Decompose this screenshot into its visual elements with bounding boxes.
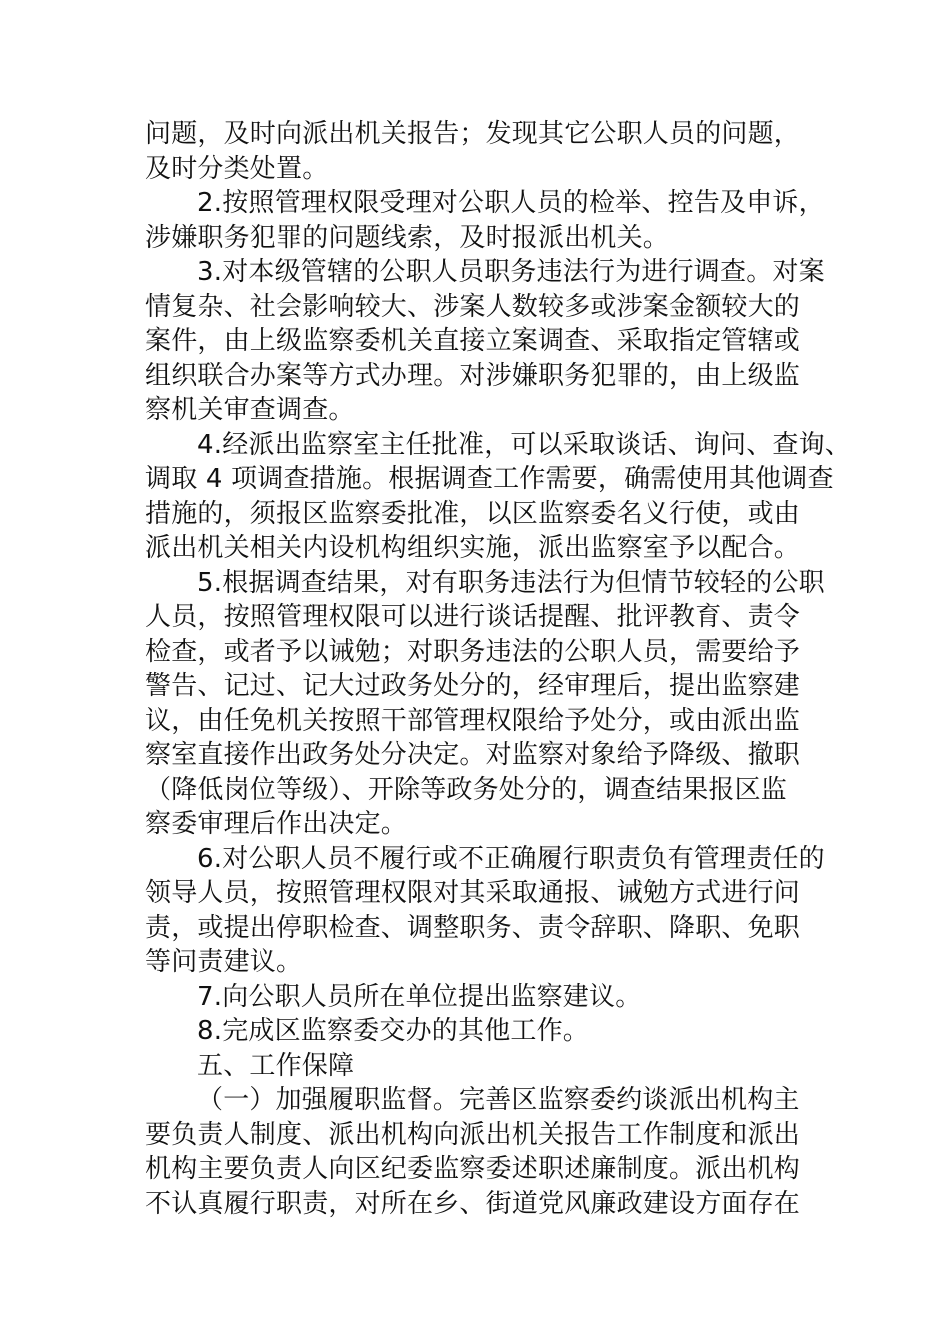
paragraph-line: 案件，由上级监察委机关直接立案调查、采取指定管辖或 xyxy=(145,326,801,356)
paragraph-line: 情复杂、社会影响较大、涉案人数较多或涉案金额较大的 xyxy=(145,291,801,322)
paragraph-line: 派出机关相关内设机构组织实施，派出监察室予以配合。 xyxy=(145,533,801,563)
paragraph-line: 察室直接作出政务处分决定。对监察对象给予降级、撤职 xyxy=(145,740,801,770)
paragraph-line: 涉嫌职务犯罪的问题线索，及时报派出机关。 xyxy=(145,222,670,253)
paragraph-line: 问题，及时向派出机关报告；发现其它公职人员的问题， xyxy=(145,119,801,149)
paragraph-first-line: 4.经派出监察室主任批准，可以采取谈话、询问、查询、 xyxy=(197,429,852,460)
paragraph-line: 人员，按照管理权限可以进行谈话提醒、批评教育、责令 xyxy=(145,602,801,632)
paragraph-line: 及时分类处置。 xyxy=(145,153,329,184)
paragraph-first-line: 五、工作保障 xyxy=(197,1050,355,1081)
paragraph-first-line: 8.完成区监察委交办的其他工作。 xyxy=(197,1016,590,1046)
paragraph-line: 察委审理后作出决定。 xyxy=(145,809,408,839)
paragraph-first-line: （一）加强履职监督。完善区监察委约谈派出机构主 xyxy=(197,1085,800,1115)
paragraph-first-line: 6.对公职人员不履行或不正确履行职责负有管理责任的 xyxy=(197,843,825,874)
paragraph-line: 措施的，须报区监察委批准，以区监察委名义行使，或由 xyxy=(145,498,801,529)
paragraph-line: 领导人员，按照管理权限对其采取通报、诫勉方式进行问 xyxy=(145,878,801,908)
paragraph-line: 议，由任免机关按照干部管理权限给予处分，或由派出监 xyxy=(145,705,801,736)
paragraph-line: 要负责人制度、派出机构向派出机关报告工作制度和派出 xyxy=(145,1119,801,1150)
paragraph-line: 察机关审查调查。 xyxy=(145,395,355,425)
paragraph-line: 警告、记过、记大过政务处分的，经审理后，提出监察建 xyxy=(145,671,801,701)
paragraph-line: 机构主要负责人向区纪委监察委述职述廉制度。派出机构 xyxy=(145,1154,801,1184)
paragraph-line: 责，或提出停职检查、调整职务、责令辞职、降职、免职 xyxy=(145,912,801,943)
paragraph-first-line: 7.向公职人员所在单位提出监察建议。 xyxy=(197,981,642,1012)
paragraph-line: 等问责建议。 xyxy=(145,947,303,977)
paragraph-first-line: 2.按照管理权限受理对公职人员的检举、控告及申诉， xyxy=(197,188,825,218)
paragraph-line: （降低岗位等级）、开除等政务处分的，调查结果报区监 xyxy=(145,774,788,805)
paragraph-line: 检查，或者予以诫勉；对职务违法的公职人员，需要给予 xyxy=(145,636,801,667)
paragraph-first-line: 3.对本级管辖的公职人员职务违法行为进行调查。对案 xyxy=(197,257,825,287)
document-body xyxy=(145,117,852,1221)
paragraph-first-line: 5.根据调查结果，对有职务违法行为但情节较轻的公职 xyxy=(197,567,825,598)
paragraph-line: 调取 4 项调查措施。根据调查工作需要，确需使用其他调查 xyxy=(145,464,834,494)
paragraph-line: 不认真履行职责，对所在乡、街道党风廉政建设方面存在 xyxy=(145,1188,801,1219)
paragraph-line: 组织联合办案等方式办理。对涉嫌职务犯罪的，由上级监 xyxy=(145,360,801,391)
